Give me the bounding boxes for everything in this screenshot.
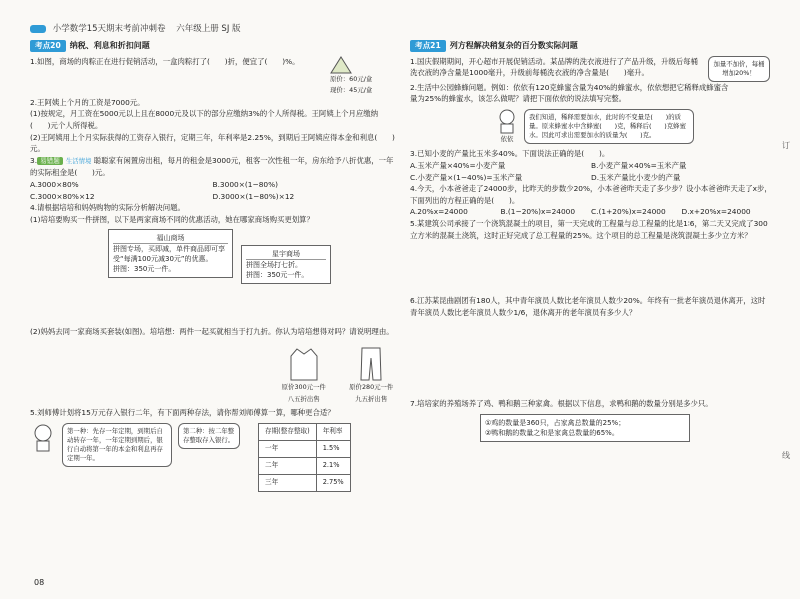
l-q3: 3. 易错题 生活情境 聪聪家有闲置房出租，每月的租金是3000元，租客一次性租一年，房东给予八折优惠，一年的实际租金是( )元。	[30, 155, 394, 178]
zongzi-icon	[330, 56, 352, 74]
jacket-icon	[289, 346, 319, 382]
rate-value: 2.1%	[316, 457, 350, 474]
yiyi-speech-bubble: 我们知道，稀释需要加水，此时的不变量是( )的质量。原来蜂蜜水中含蜂蜜( )克，稀释后( )克蜂蜜水。因此可求出需要加水的质量为( )克。	[524, 109, 694, 144]
store-fushan-name: 福山商场	[113, 233, 228, 244]
rate-header-rate: 年利率	[316, 423, 350, 440]
store-fushan-text: 拼图专场，买即减，单件商品即可享受“每满100元减30元”的优惠。	[113, 245, 225, 264]
rate-table	[258, 423, 351, 492]
q3-option-a[interactable]: A.3000×80%	[30, 179, 79, 189]
rate-value: 1.5%	[316, 440, 350, 457]
q7-info-1: ①鸡的数量是360只，占家禽总数量的25%；	[485, 418, 626, 427]
r-q3: 3.已知小麦的产量比玉米多40%。下面说法正确的是( )。	[410, 149, 610, 159]
q3-text: 聪聪家有闲置房出租，每月的租金是3000元，租客一次性租一年，房东给予八折优惠，一年的实际租金是( )元。	[30, 155, 394, 178]
store-fushan-price: 拼图：350元一件。	[113, 265, 176, 274]
store-xingyu-box	[241, 245, 331, 284]
l-q2: 2.王阿姨上个月的工资是7000元。	[30, 97, 145, 107]
zongzi-figure	[330, 56, 372, 97]
r-q7: 7.培培家的养殖场养了鸡、鸭和鹅三种家禽。根据以下信息，求鸭和鹅的数量分别是多少只。	[410, 399, 713, 409]
q5-figure	[30, 423, 395, 492]
girl-icon	[496, 108, 518, 134]
r-q4-option-c[interactable]: C.(1+20%)x=24000	[591, 207, 666, 217]
character-icon	[30, 423, 56, 453]
rate-term: 二年	[259, 457, 317, 474]
r-q1-row	[410, 56, 772, 82]
clothes-figure	[280, 346, 395, 405]
side-label-ding: 订	[782, 141, 790, 150]
jacket-item	[280, 346, 328, 405]
q3-badge: 易错题	[37, 157, 63, 165]
store-fushan-box	[108, 229, 233, 278]
q7-info-2: ②鸭和鹅的数量之和是家禽总数量的65%。	[485, 428, 619, 437]
l-q4: 4.请根据培培和妈妈购物的实际分析解决问题。	[30, 203, 185, 213]
rate-term: 三年	[259, 474, 317, 491]
page-number: 08	[34, 578, 45, 587]
store-xingyu-name: 星宇商场	[246, 249, 326, 260]
rate-value: 2.75%	[316, 474, 350, 491]
pants-item	[348, 346, 396, 405]
r-q3-option-b[interactable]: B.小麦产量×40%=玉米产量	[591, 160, 687, 170]
yiyi-name: 依依	[500, 134, 514, 143]
pants-price: 原价280元一件 九五折出售	[349, 382, 394, 403]
rate-table-header	[259, 423, 351, 440]
r-q3-options	[410, 160, 772, 183]
pants-icon	[359, 346, 383, 382]
rate-header-term: 存期(整存整取)	[259, 423, 317, 440]
q3-options	[30, 179, 395, 202]
kp20-heading	[30, 40, 395, 52]
kp21-title: 列方程解决稍复杂的百分数实际问题	[449, 41, 578, 50]
side-label-xian: 线	[782, 451, 790, 460]
table-row	[259, 457, 351, 474]
q1-original-price: 原价：60元/盒	[330, 74, 373, 83]
r-q4-options	[410, 206, 772, 218]
q3-option-b[interactable]: B.3000×(1−80%)	[212, 179, 279, 189]
l-q4-2: (2)妈妈去同一家商场买套装(如图)。培培想：两件一起买就相当于打九折。你认为培培想得对吗？请说明理由。	[30, 327, 394, 337]
r-q4-option-d[interactable]: D.x+20%x=24000	[681, 207, 751, 217]
table-row	[259, 440, 351, 457]
table-row	[259, 474, 351, 491]
q3-badge2: 生活情境	[65, 156, 92, 165]
yiyi-avatar	[496, 108, 518, 146]
store-xingyu-text: 拼图全场打七折。	[246, 261, 302, 270]
page-header	[30, 22, 241, 34]
r-q3-option-d[interactable]: D.玉米产量比小麦少的产量	[591, 172, 681, 182]
jacket-price: 原价300元一件 八五折出售	[281, 382, 326, 403]
q1-current-price: 现价：45元/盒	[330, 86, 373, 95]
kp20-tag: 考点20	[30, 40, 66, 52]
header-title: 小学数学15天期末考前冲刺卷	[52, 24, 166, 34]
bottle-label: 加量不加价，每桶增加20%！	[708, 56, 770, 82]
plan2-bubble: 第二种：按二年整存整取存入银行。	[178, 423, 240, 449]
kp21-heading	[410, 40, 772, 52]
store-xingyu-price: 拼图：350元一件。	[246, 271, 309, 280]
r-q5: 5.某建筑公司承接了一个浇筑混凝土的项目，第一天完成的工程量与总工程量的比是1∶6，第二天又完成了300立方米的混凝土浇筑，这时正好完成了总工程量的25%。这个项目的总工程量是浇筑混凝土多少立方米？	[410, 218, 768, 240]
r-q4-option-b[interactable]: B.(1−20%)x=24000	[500, 207, 576, 217]
header-grade: 六年级上册 SJ 版	[176, 24, 241, 34]
yiyi-figure	[496, 108, 772, 146]
left-column	[30, 40, 395, 492]
q3-option-c[interactable]: C.3000×80%×12	[30, 191, 95, 201]
r-q3-option-a[interactable]: A.玉米产量×40%=小麦产量	[410, 160, 506, 170]
plan1-bubble: 第一种：先存一年定期，到期后自动转存一年，一年定期到期后，银行自动将第一年的本金和利息再存定期一年。	[62, 423, 172, 467]
r-q4: 4.今天，小本爸爸走了24000步，比昨天的步数少20%，小本爸爸昨天走了多少步？设小本爸爸昨天走了x步，下面列出的方程正确的是( )。	[410, 184, 772, 205]
l-q2-1: (1)按规定，月工资在5000元以上且在8000元及以下的部分应缴纳3%的个人所得税。王阿姨上个月应缴纳( )元个人所得税。	[30, 109, 379, 130]
l-q5: 5.刘师傅计划将15万元存入银行二年，有下面两种存法，请你帮刘师傅算一算，哪种更合适？	[30, 408, 335, 418]
brand-logo-icon	[30, 25, 46, 33]
l-q2-2: (2)王阿姨用上个月实际获得的工资存入银行，定期三年，年利率是2.25%，到期后王阿姨应得本金和利息( )元。	[30, 132, 395, 154]
rate-term: 一年	[259, 440, 317, 457]
q3-option-d[interactable]: D.3000×(1−80%)×12	[212, 191, 295, 201]
right-column	[410, 40, 772, 442]
l-q4-1: (1)培培要购买一件拼图，以下是两家商场不同的优惠活动，她在哪家商场购买更划算？	[30, 214, 314, 224]
l-q1: 1.如图，商场的肉粽正在进行促销活动，一盒肉粽打了( )折，便宜了( )%。	[30, 56, 300, 66]
q7-info-box	[480, 414, 690, 442]
kp20-title: 纳税、利息和折扣问题	[69, 41, 150, 50]
r-q2: 2.生活中公园蜂蜂问题。例如：依依有120克蜂蜜含量为40%的蜂蜜水，依依想把它稀释成蜂蜜含量为25%的蜂蜜水，该怎么做呢？请把下面依依的说法填写完整。	[410, 82, 729, 104]
r-q1: 1.国庆假期期间，开心超市开展促销活动。某品牌的洗衣液进行了产品升级，升级后每桶洗衣液的净含量是1000毫升，升级前每桶洗衣液的净含量是( )毫升。	[410, 56, 698, 78]
stores-row	[108, 229, 395, 284]
r-q4-option-a[interactable]: A.20%x=24000	[410, 207, 468, 217]
r-q6: 6.江苏某昆曲剧团有180人，其中青年演员人数比老年演员人数少20%。年终有一批老年演员退休离开，这时青年演员人数比老年演员人数少1/6，退休离开的老年演员有多少人？	[410, 296, 766, 317]
r-q3-option-c[interactable]: C.小麦产量×(1−40%)=玉米产量	[410, 172, 523, 182]
kp21-tag: 考点21	[410, 40, 446, 52]
q1-row	[30, 56, 395, 97]
